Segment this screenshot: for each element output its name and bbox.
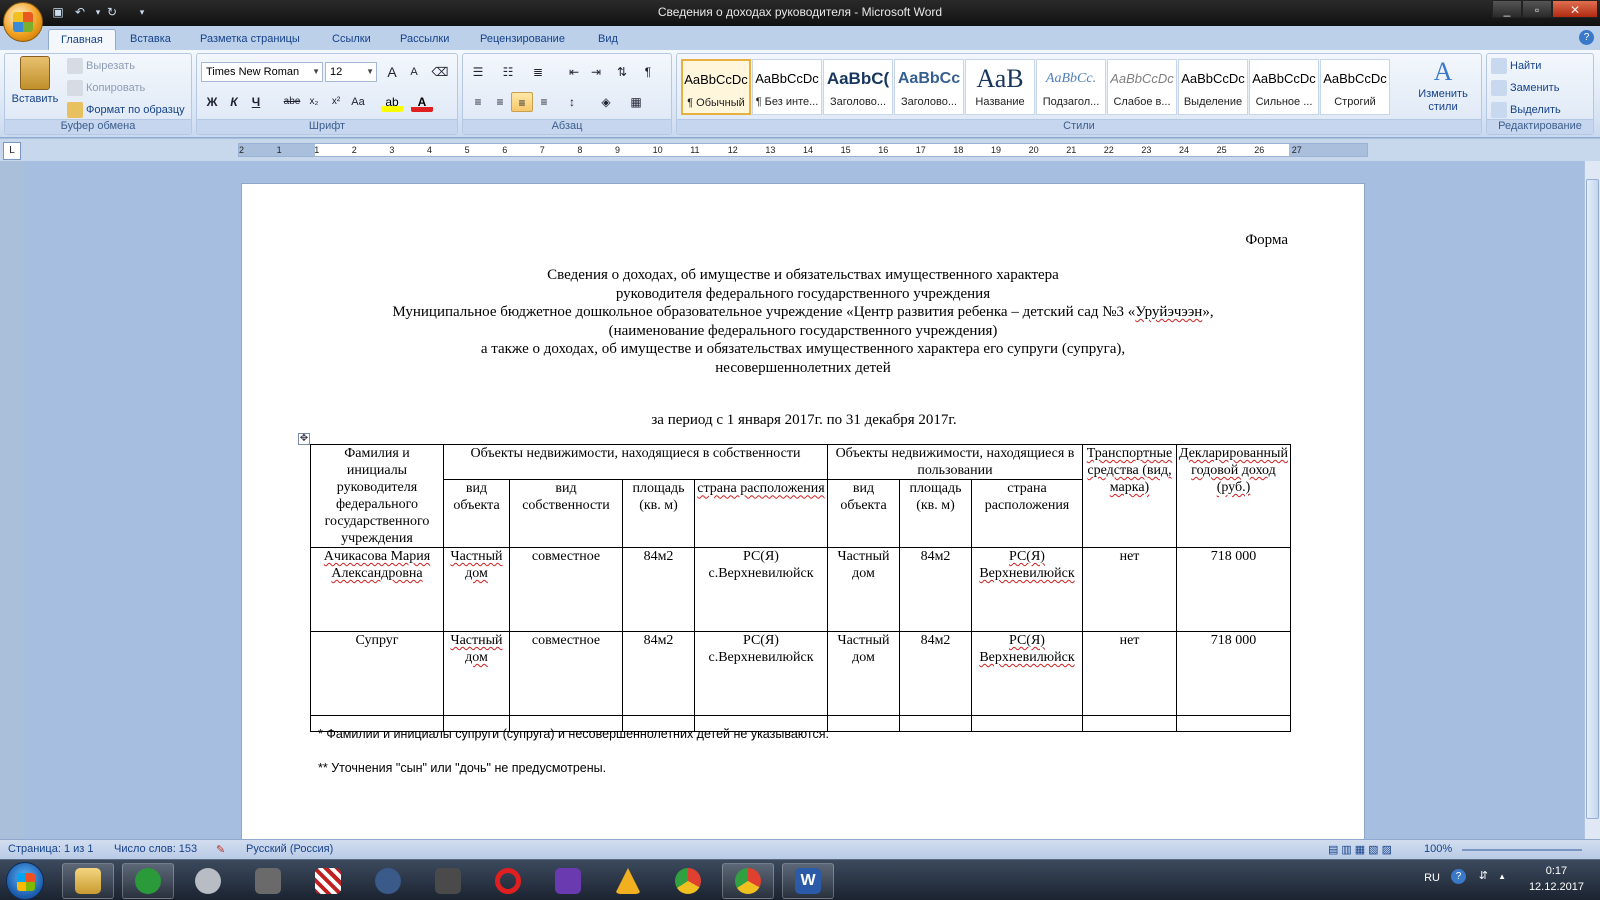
style-name: Слабое в...	[1113, 96, 1171, 108]
style-sample: AaBbCc.	[1045, 71, 1097, 86]
table-cell	[972, 632, 1083, 716]
paste-button[interactable]	[9, 56, 61, 105]
align-right-icon[interactable]: ≡	[511, 92, 533, 112]
proofing-icon[interactable]: ✎	[216, 844, 226, 856]
ribbon-tabs	[0, 26, 1600, 50]
style-name: Сильное ...	[1255, 96, 1313, 108]
table-cell: Частный дом	[828, 632, 900, 716]
subheader-cell: страна расположения	[972, 480, 1083, 548]
table-cell: Супруг	[311, 632, 444, 716]
ruler-tick: 14	[803, 145, 814, 155]
zoom-slider[interactable]	[1462, 849, 1582, 851]
style-name: Строгий	[1334, 96, 1376, 108]
tab-insert[interactable]: Вставка	[130, 33, 171, 45]
style-item[interactable]	[1320, 59, 1390, 115]
chrome-icon	[735, 868, 761, 894]
table-cell-text: Ачикасова Мария Александровна	[323, 549, 431, 581]
reporting-period: за период с 1 января 2017г. по 31 декабря 2017г.	[651, 412, 957, 428]
utorrent-app[interactable]	[122, 863, 174, 899]
footnote-1: * Фамилии и инициалы супруги (супруга) и несовершеннолетних детей не указываются.	[318, 727, 829, 741]
font-size-combo[interactable]	[325, 62, 377, 82]
tab-stop-selector[interactable]: L	[3, 142, 21, 160]
heading-line: (наименование федерального государственного учреждения)	[608, 322, 998, 339]
table-cell: РС(Я) с.Верхневилюйск	[695, 632, 828, 716]
align-center-icon[interactable]: ≡	[496, 95, 504, 109]
redo-icon[interactable]: ↻	[106, 5, 118, 19]
tab-review[interactable]: Рецензирование	[480, 33, 565, 45]
cursor-icon	[1491, 102, 1507, 118]
ruler-tick: 9	[615, 145, 621, 155]
ruler-tick: 6	[502, 145, 508, 155]
window-title: Сведения о доходах руководителя - Microsoft Word	[657, 5, 943, 19]
table-cell	[1083, 716, 1177, 732]
style-item[interactable]	[752, 59, 822, 115]
borders-icon[interactable]: ▦	[630, 95, 642, 109]
game-app[interactable]	[302, 863, 354, 899]
cut-label: Вырезать	[86, 59, 135, 72]
table-move-handle-icon[interactable]: ✥	[299, 433, 309, 444]
header-income-text: Декларированный годовой доход (руб.)	[1179, 446, 1288, 495]
proper-name-word: Уруйэчээн	[1135, 304, 1203, 320]
font-group	[196, 53, 458, 135]
table-cell	[972, 716, 1083, 732]
header-used: Объекты недвижимости, находящиеся в пользовании	[828, 445, 1083, 480]
bullets-icon[interactable]: ☰	[472, 65, 484, 79]
footnote-2: ** Уточнения "сын" или "дочь" не предусмотрены.	[318, 761, 607, 775]
chrome-icon	[675, 868, 701, 894]
font-color-icon[interactable]: A	[411, 92, 433, 112]
bold-button[interactable]: Ж	[206, 95, 218, 109]
tab-references[interactable]: Ссылки	[332, 33, 371, 45]
subscript-button[interactable]: x₂	[309, 96, 319, 107]
subheader-cell: площадь (кв. м)	[623, 480, 695, 548]
ruler-tick: 18	[953, 145, 964, 155]
start-button[interactable]	[6, 862, 44, 900]
style-item[interactable]	[681, 59, 751, 115]
shrink-font-button[interactable]: A	[410, 66, 418, 78]
font-size-value: 12	[330, 66, 343, 78]
media-app[interactable]	[182, 863, 234, 899]
clear-format-icon[interactable]: ⌫	[431, 65, 449, 79]
show-hidden-icons-icon[interactable]: ▲	[1498, 872, 1506, 881]
style-name: ¶ Без инте...	[755, 96, 819, 108]
find-button[interactable]	[1491, 58, 1541, 74]
replace-button[interactable]	[1491, 80, 1559, 96]
header-transport-text: Транспортные средства (вид, марка)	[1086, 446, 1173, 495]
ruler-tick: 8	[577, 145, 583, 155]
ruler-tick: 3	[389, 145, 395, 155]
ruler-tick: 17	[915, 145, 926, 155]
ruler-tick: 10	[652, 145, 663, 155]
style-name: ¶ Обычный	[687, 97, 745, 109]
ruler-tick: 19	[991, 145, 1002, 155]
shading-icon[interactable]: ◈	[601, 95, 611, 109]
justify-icon[interactable]: ≡	[540, 95, 548, 109]
table-row	[311, 632, 1291, 716]
brush-icon	[67, 102, 83, 118]
table-cell	[311, 548, 444, 632]
paste-label: Вставить	[11, 93, 59, 105]
ruler-tick: 2	[351, 145, 357, 155]
style-sample: AaBbCcDc	[1110, 71, 1174, 86]
font-name-combo[interactable]	[201, 62, 323, 82]
table-cell: 718 000	[1177, 548, 1291, 632]
editing-group	[1486, 53, 1594, 135]
copy-button[interactable]	[67, 80, 145, 96]
multilevel-list-icon[interactable]: ≣	[532, 65, 544, 79]
heading-line: Сведения о доходах, об имуществе и обязательствах имущественного характера	[547, 267, 1059, 283]
triangle-icon	[615, 868, 641, 894]
format-painter-label: Формат по образцу	[86, 103, 185, 116]
word-count[interactable]: Число слов: 153	[114, 843, 198, 855]
bird-app[interactable]	[362, 863, 414, 899]
table-cell: 84м2	[900, 548, 972, 632]
paste-icon	[20, 56, 50, 90]
table-cell: 84м2	[900, 632, 972, 716]
style-item[interactable]	[894, 59, 964, 115]
select-button[interactable]	[1491, 102, 1561, 118]
styles-group	[676, 53, 1482, 135]
opera-icon	[495, 868, 521, 894]
sort-icon[interactable]: ⇅	[616, 65, 628, 79]
table-cell-text: Частный дом	[450, 549, 503, 581]
ribbon-icon	[555, 868, 581, 894]
help-icon[interactable]: ?	[1579, 30, 1594, 45]
chevron-down-icon: ▼	[312, 67, 320, 76]
opera-app[interactable]	[482, 863, 534, 899]
ruler-tick: 24	[1179, 145, 1190, 155]
vertical-scrollbar[interactable]	[1584, 161, 1600, 839]
table-cell	[444, 632, 510, 716]
font-name-value: Times New Roman	[206, 66, 300, 78]
subheader-cell	[695, 480, 828, 548]
table-cell	[828, 716, 900, 732]
ruler-tick: 21	[1066, 145, 1077, 155]
style-sample: AaBbCcDc	[1252, 71, 1316, 86]
customize-qat-icon[interactable]: ▾	[139, 7, 145, 17]
superscript-button[interactable]: x²	[331, 96, 341, 107]
ruler-tick: 23	[1141, 145, 1152, 155]
heading-line: несовершеннолетних детей	[715, 359, 891, 376]
table-cell: нет	[1083, 632, 1177, 716]
clock-date: 12.12.2017	[1528, 881, 1584, 893]
style-sample: AaBbCcDc	[755, 71, 819, 86]
paragraph-group-label: Абзац	[463, 119, 671, 134]
format-painter-button[interactable]	[67, 102, 185, 118]
minimize-button[interactable]: _	[1492, 0, 1522, 18]
document-heading	[242, 266, 1364, 377]
ruler-tick: 7	[539, 145, 545, 155]
table-cell	[1177, 716, 1291, 732]
ribbon	[0, 50, 1600, 138]
change-styles-label: Изменить стили	[1418, 88, 1468, 113]
page-count[interactable]: Страница: 1 из 1	[8, 843, 94, 855]
italic-button[interactable]: К	[230, 95, 238, 109]
table-cell: 84м2	[623, 632, 695, 716]
header-transport	[1083, 445, 1177, 548]
style-item[interactable]	[1107, 59, 1177, 115]
cut-button[interactable]	[67, 58, 135, 74]
ruler-tick: 25	[1216, 145, 1227, 155]
tab-view[interactable]: Вид	[598, 33, 618, 45]
replace-label: Заменить	[1510, 81, 1560, 94]
subheader-cell: вид объекта	[444, 480, 510, 548]
ruler-tick: 1	[276, 145, 282, 155]
style-item[interactable]	[965, 59, 1035, 115]
disc-icon	[195, 868, 221, 894]
ruler-tick: 20	[1028, 145, 1039, 155]
table-cell: 84м2	[623, 548, 695, 632]
close-button[interactable]: ✕	[1552, 0, 1598, 18]
windows-logo-icon	[17, 873, 35, 891]
warning-app[interactable]	[602, 863, 654, 899]
style-name: Название	[975, 96, 1025, 108]
subheader-cell: площадь (кв. м)	[900, 480, 972, 548]
ruler-tick: 4	[427, 145, 433, 155]
view-buttons-icon[interactable]: ▤▥▦▧▨	[1328, 844, 1395, 856]
clipboard-group-label: Буфер обмена	[5, 119, 191, 134]
input-language[interactable]: RU	[1424, 872, 1440, 884]
document-page[interactable]	[241, 183, 1365, 839]
income-table	[310, 444, 1291, 732]
tab-home[interactable]: Главная	[48, 29, 116, 50]
calendar-icon	[255, 868, 281, 894]
maximize-button[interactable]: ▫	[1522, 0, 1552, 18]
scissors-icon	[67, 58, 83, 74]
subheader-cell: вид объекта	[828, 480, 900, 548]
language[interactable]: Русский (Россия)	[246, 843, 334, 855]
table-cell	[900, 716, 972, 732]
table-cell-text: Частный дом	[450, 633, 503, 665]
word-app[interactable]	[782, 863, 834, 899]
pilcrow-icon[interactable]: ¶	[644, 65, 652, 79]
scrollbar-thumb[interactable]	[1586, 179, 1599, 819]
undo-dropdown-icon[interactable]: ▾	[95, 7, 101, 17]
heading-line: руководителя федерального государственного учреждения	[615, 285, 991, 302]
style-name: Выделение	[1183, 96, 1243, 108]
table-cell-text: РС(Я) Верхневилюйск	[979, 549, 1075, 581]
ruler-tick: 11	[690, 145, 700, 155]
style-sample: AaBbCcDc	[1323, 71, 1387, 86]
find-label: Найти	[1510, 59, 1542, 72]
document-area	[24, 161, 1584, 839]
office-button[interactable]	[3, 2, 43, 42]
header-owned: Объекты недвижимости, находящиеся в собственности	[444, 445, 828, 480]
table-cell-text: РС(Я) Верхневилюйск	[979, 633, 1075, 665]
form-label: Форма	[1245, 232, 1288, 248]
font-group-label: Шрифт	[197, 119, 457, 134]
clipboard-group	[4, 53, 192, 135]
change-styles-icon: A	[1433, 57, 1453, 86]
binoculars-icon	[1491, 58, 1507, 74]
table-cell	[972, 548, 1083, 632]
calendar-app[interactable]	[242, 863, 294, 899]
bird-icon	[375, 868, 401, 894]
select-label: Выделить	[1510, 103, 1561, 116]
table-cell: РС(Я) с.Верхневилюйск	[695, 548, 828, 632]
style-sample: АаВ	[976, 64, 1024, 93]
line-spacing-icon[interactable]: ↕	[569, 95, 575, 109]
ruler-tick: 1	[314, 145, 320, 155]
table-cell: нет	[1083, 548, 1177, 632]
table-cell: совместное	[510, 548, 623, 632]
table-cell: Частный дом	[828, 548, 900, 632]
change-case-button[interactable]: Aa	[351, 96, 365, 108]
word-icon: W	[795, 868, 821, 894]
style-item[interactable]	[823, 59, 893, 115]
header-income	[1177, 445, 1291, 548]
explorer-app[interactable]	[62, 863, 114, 899]
style-name: Подзагол...	[1042, 96, 1100, 108]
change-styles-button[interactable]	[1413, 56, 1473, 114]
subheader-cell-text: страна расположения	[697, 481, 825, 497]
clock-time: 0:17	[1545, 865, 1568, 877]
replace-icon	[1491, 80, 1507, 96]
style-name: Заголово...	[900, 96, 958, 108]
zoom-level[interactable]: 100%	[1424, 843, 1453, 855]
underline-button[interactable]: Ч	[251, 95, 261, 109]
style-sample: AaBbCc	[897, 70, 961, 87]
utorrent-icon	[135, 868, 161, 894]
chrome-app-2[interactable]	[722, 863, 774, 899]
style-sample: AaBbC(	[826, 69, 890, 88]
increase-indent-icon[interactable]: ⇥	[590, 65, 602, 79]
ruler-tick: 2	[239, 145, 245, 155]
subheader-cell: вид собственности	[510, 480, 623, 548]
decrease-indent-icon[interactable]: ⇤	[568, 65, 580, 79]
ruler-tick: 27	[1291, 145, 1302, 155]
ruler-tick: 12	[727, 145, 738, 155]
windows-taskbar	[0, 859, 1600, 900]
game-icon	[315, 868, 341, 894]
heading-line: а также о доходах, об имуществе и обязательствах имущественного характера его супруги (супруга),	[480, 341, 1126, 357]
table-cell	[444, 548, 510, 632]
status-bar	[0, 839, 1600, 859]
ruler-tick: 26	[1254, 145, 1265, 155]
grow-font-button[interactable]: A	[387, 64, 397, 80]
style-item[interactable]	[1178, 59, 1248, 115]
shield-icon	[435, 868, 461, 894]
numbering-icon[interactable]: ☷	[502, 65, 514, 79]
save-icon[interactable]: ▣	[52, 5, 64, 19]
style-sample: AaBbCcDc	[684, 72, 748, 87]
table-row	[311, 548, 1291, 632]
title-bar	[0, 0, 1600, 26]
style-sample: AaBbCcDc	[1181, 71, 1245, 86]
highlight-icon[interactable]: ab	[381, 92, 403, 112]
align-left-icon[interactable]: ≡	[474, 95, 482, 109]
ruler-tick: 13	[765, 145, 776, 155]
vs-app[interactable]	[542, 863, 594, 899]
style-item[interactable]	[1036, 59, 1106, 115]
header-name: Фамилия и инициалы руководителя федерального государственного учреждения	[311, 445, 444, 548]
style-name: Заголово...	[829, 96, 887, 108]
ruler-tick: 15	[840, 145, 851, 155]
undo-icon[interactable]: ↶	[74, 5, 86, 19]
clock[interactable]	[1529, 863, 1584, 895]
styles-group-label: Стили	[677, 119, 1481, 134]
table-cell: 718 000	[1177, 632, 1291, 716]
network-icon[interactable]: ⇵	[1478, 870, 1488, 882]
heading-line-text: Муниципальное бюджетное дошкольное образовательное учреждение «Центр развития ребенка – детский сад №3 «Уруйэчээн»,	[392, 304, 1214, 320]
tab-page-layout[interactable]: Разметка страницы	[200, 33, 300, 45]
ruler-tick: 22	[1103, 145, 1114, 155]
horizontal-ruler[interactable]	[238, 143, 1368, 157]
style-item[interactable]	[1249, 59, 1319, 115]
ruler-bar	[0, 139, 1600, 161]
strikethrough-button[interactable]: abe	[283, 96, 301, 107]
heading-line	[242, 303, 1364, 322]
tab-mailings[interactable]: Рассылки	[400, 33, 450, 45]
ruler-tick: 16	[878, 145, 889, 155]
tanks-app[interactable]	[422, 863, 474, 899]
ruler-tick: 5	[464, 145, 470, 155]
copy-icon	[67, 80, 83, 96]
chrome-app[interactable]	[662, 863, 714, 899]
chevron-down-icon: ▼	[366, 67, 374, 76]
editing-group-label: Редактирование	[1487, 119, 1593, 134]
folder-icon	[75, 868, 101, 894]
office-logo-icon	[13, 12, 33, 32]
copy-label: Копировать	[86, 81, 146, 94]
help-icon[interactable]: ?	[1451, 869, 1466, 884]
paragraph-group	[462, 53, 672, 135]
table-cell: совместное	[510, 632, 623, 716]
